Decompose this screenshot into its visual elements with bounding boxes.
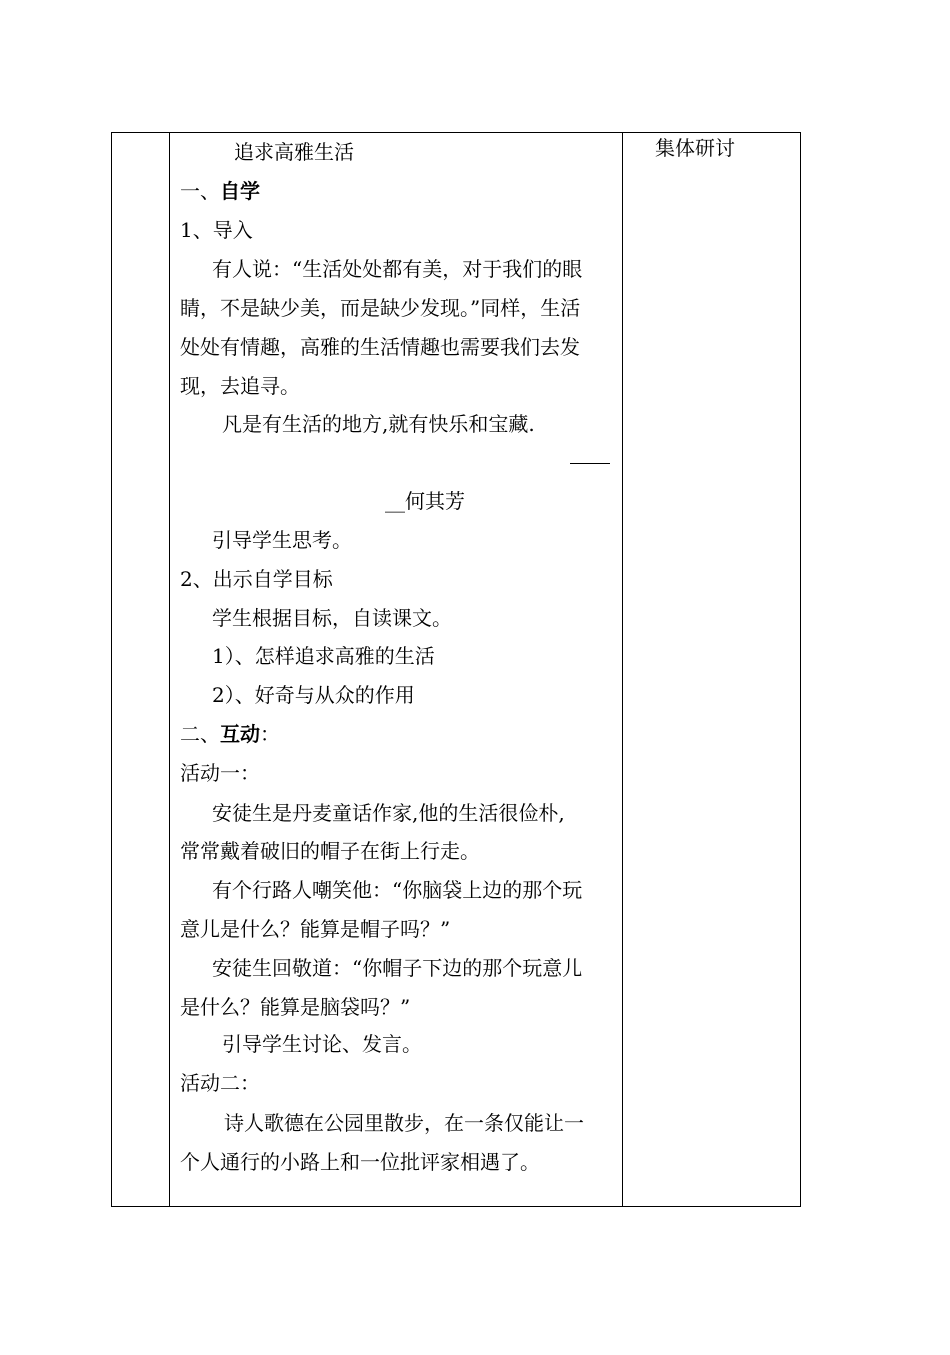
guide-think: 引导学生思考。 xyxy=(212,527,352,552)
section-number: 一、 xyxy=(180,178,220,203)
attribution-author: __何其芳 xyxy=(385,489,465,514)
guide-discuss: 引导学生讨论、发言。 xyxy=(222,1032,422,1057)
item-intro: 1、导入 xyxy=(180,217,253,242)
activity-line: 意儿是什么？能算是帽子吗？” xyxy=(180,916,451,941)
quote-line: 有人说：“生活处处都有美，对于我们的眼 xyxy=(212,257,583,282)
goal-item: 2）、好奇与从众的作用 xyxy=(212,683,415,708)
goal-item: 1）、怎样追求高雅的生活 xyxy=(212,644,435,669)
activity-line: 安徒生回敬道：“你帽子下边的那个玩意儿 xyxy=(212,955,583,980)
activity-heading: 活动二： xyxy=(180,1071,260,1096)
lesson-plan-table xyxy=(111,132,801,1207)
activity-line: 诗人歌德在公园里散步，在一条仅能让一 xyxy=(224,1110,584,1135)
attribution-dash xyxy=(180,443,612,482)
notes-label: 集体研讨 xyxy=(655,136,735,160)
left-empty-cell xyxy=(112,133,170,1207)
activity-line: 个人通行的小路上和一位批评家相遇了。 xyxy=(180,1149,540,1174)
lesson-title: 追求高雅生活 xyxy=(234,140,354,164)
right-notes-cell xyxy=(623,133,801,1207)
section-number: 二、 xyxy=(180,721,220,746)
section-heading-self-study xyxy=(180,172,612,211)
item-goals-text: 学生根据目标，自读课文。 xyxy=(212,605,452,630)
activity-line: 是什么？能算是脑袋吗？” xyxy=(180,994,411,1019)
dash-line xyxy=(570,463,610,464)
quote-he-qifang: 凡是有生活的地方,就有快乐和宝藏. xyxy=(222,411,535,436)
quote-line: 睛，不是缺少美，而是缺少发现。”同样，生活 xyxy=(180,296,581,321)
section-title: 互动 xyxy=(220,721,260,746)
quote-line: 处处有情趣，高雅的生活情趣也需要我们去发 xyxy=(180,334,580,359)
section-heading-interaction xyxy=(180,715,612,754)
activity-heading: 活动一： xyxy=(180,760,260,785)
item-goals: 2、出示自学目标 xyxy=(180,566,333,591)
quote-line: 现，去追寻。 xyxy=(180,373,300,398)
main-content-cell xyxy=(170,133,623,1207)
section-colon: ： xyxy=(260,721,280,746)
activity-line: 安徒生是丹麦童话作家,他的生活很俭朴, xyxy=(212,800,565,825)
activity-line: 有个行路人嘲笑他：“你脑袋上边的那个玩 xyxy=(212,878,583,903)
activity-line: 常常戴着破旧的帽子在街上行走。 xyxy=(180,839,480,864)
section-title: 自学 xyxy=(220,178,260,203)
